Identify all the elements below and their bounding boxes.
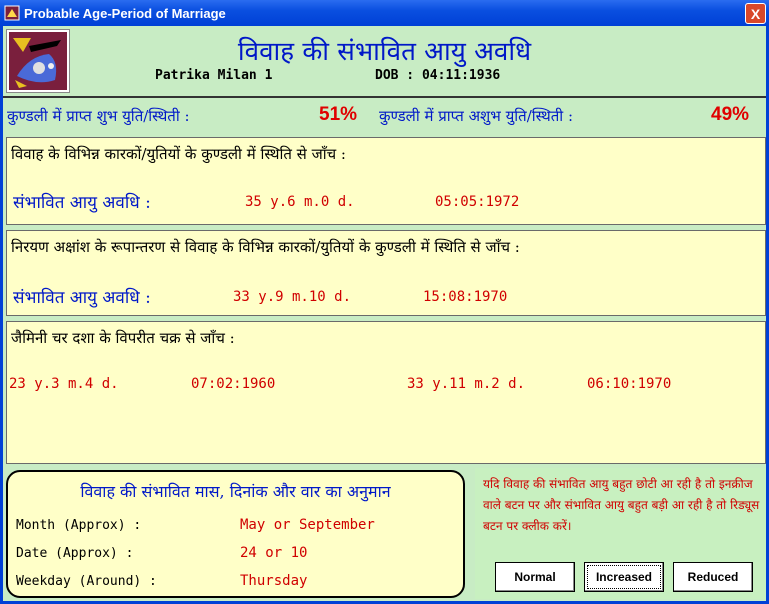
karak-age-value: 35 y.6 m.0 d. <box>245 194 355 210</box>
nirayan-heading: निरयण अक्षांश के रूपान्तरण से विवाह के विभिन्न कारकों/युतियों के कुण्डली में स्थिति से जाँच : <box>11 238 520 256</box>
month-value: May or September <box>240 517 375 533</box>
jaimini-date-1: 07:02:1960 <box>191 376 276 392</box>
app-icon <box>4 5 20 21</box>
jaimini-date-2: 06:10:1970 <box>587 376 672 392</box>
jaimini-heading: जैमिनी चर दशा के विपरीत चक्र से जाँच : <box>11 329 235 347</box>
weekday-value: Thursday <box>240 573 308 589</box>
month-label: Month (Approx) : <box>16 518 142 533</box>
main-window <box>0 26 769 604</box>
karak-panel <box>6 137 766 225</box>
adjust-panel <box>475 468 766 599</box>
nirayan-date-value: 15:08:1970 <box>423 289 508 305</box>
estimate-title: विवाह की संभावित मास, दिनांक और वार का अनुमान <box>80 482 391 501</box>
nirayan-age-value: 33 y.9 m.10 d. <box>233 289 352 305</box>
nirayan-age-label: संभावित आयु अवधि : <box>13 288 151 308</box>
jaimini-panel <box>6 321 766 464</box>
increased-button[interactable]: Increased <box>584 562 664 592</box>
date-value: 24 or 10 <box>240 545 308 561</box>
window-title: Probable Age-Period of Marriage <box>24 5 226 21</box>
karak-age-label: संभावित आयु अवधि : <box>13 193 151 213</box>
ashubh-percent: 49% <box>711 104 750 125</box>
ashubh-label: कुण्डली में प्राप्त अशुभ युति/स्थिती : <box>379 107 574 125</box>
patrika-name: Patrika Milan 1 <box>155 68 273 83</box>
weekday-label: Weekday (Around) : <box>16 574 157 589</box>
estimate-box <box>6 470 465 598</box>
karak-date-value: 05:05:1972 <box>435 194 520 210</box>
jaimini-age-2: 33 y.11 m.2 d. <box>407 376 526 392</box>
dob-label: DOB : 04:11:1936 <box>375 68 501 83</box>
reduced-button[interactable]: Reduced <box>673 562 753 592</box>
close-button[interactable] <box>745 3 766 24</box>
nirayan-panel <box>6 230 766 316</box>
adjust-instructions: यदि विवाह की संभावित आयु बहुत छोटी आ रही है तो इनक्रीज वाले बटन पर और संभावित आयु बहुत बड़ी आ रही है तो रिड्यूस बटन पर क्लीक करें। <box>483 477 760 533</box>
date-label: Date (Approx) : <box>16 546 134 561</box>
shubh-label: कुण्डली में प्राप्त शुभ युति/स्थिती : <box>7 107 190 125</box>
header-divider <box>3 96 766 98</box>
normal-button[interactable]: Normal <box>495 562 575 592</box>
title-bar <box>0 0 769 26</box>
shubh-percent: 51% <box>319 104 358 125</box>
page-title: विवाह की संभावित आयु अवधि <box>237 37 532 67</box>
karak-heading: विवाह के विभिन्न कारकों/युतियों के कुण्डली में स्थिति से जाँच : <box>11 145 346 163</box>
jaimini-age-1: 23 y.3 m.4 d. <box>9 376 119 392</box>
close-icon: X <box>750 5 761 22</box>
